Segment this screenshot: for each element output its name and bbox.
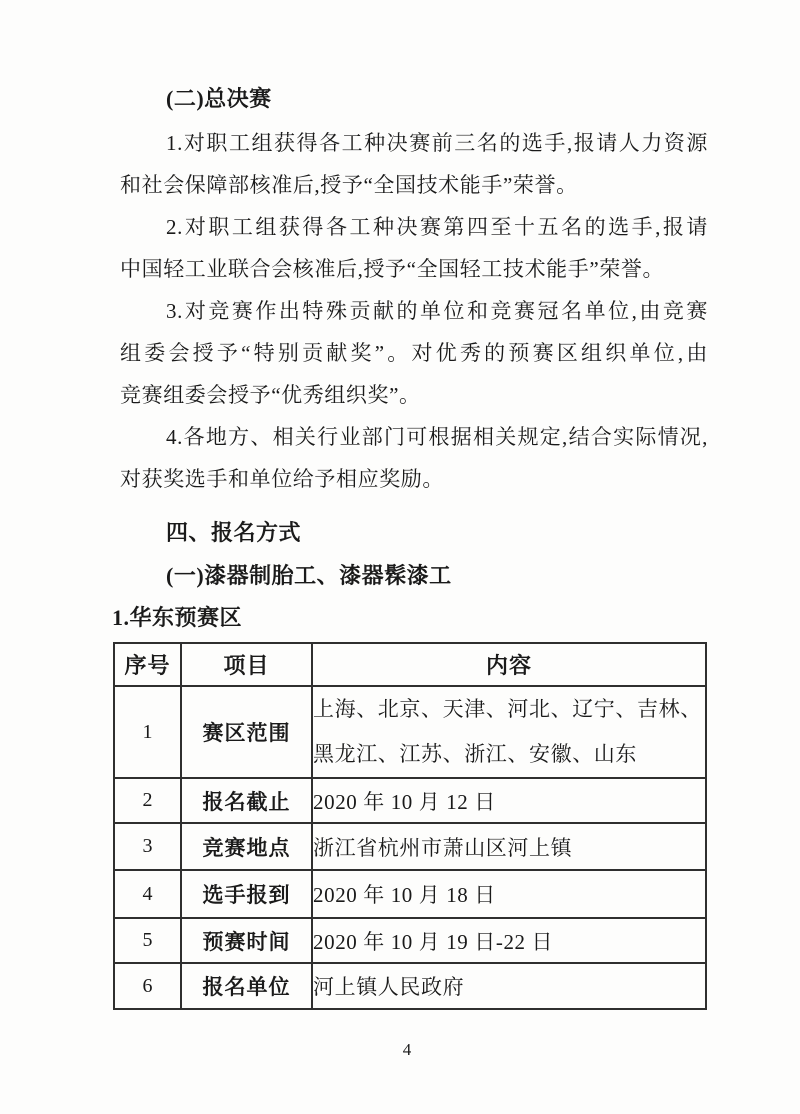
content-cell: 2020 年 10 月 12 日 (312, 778, 706, 823)
table-header-item: 项目 (181, 643, 312, 686)
paragraph-line: 组委会授予“特别贡献奖”。对优秀的预赛区组织单位,由 (120, 341, 708, 365)
content-cell: 浙江省杭州市萧山区河上镇 (312, 823, 706, 870)
paragraph-line: 中国轻工业联合会核准后,授予“全国轻工技术能手”荣誉。 (120, 257, 665, 281)
paragraph-line: 和社会保障部核准后,授予“全国技术能手”荣誉。 (120, 173, 578, 197)
serial-cell: 5 (114, 918, 181, 963)
content-cell: 2020 年 10 月 18 日 (312, 870, 706, 918)
content-cell: 2020 年 10 月 19 日-22 日 (312, 918, 706, 963)
table-row (114, 686, 706, 778)
paragraph-special-contribution (120, 290, 708, 416)
item-cell: 报名截止 (181, 778, 312, 823)
serial-cell: 2 (114, 778, 181, 823)
serial-cell: 4 (114, 870, 181, 918)
item-cell: 报名单位 (181, 963, 312, 1009)
content-cell (312, 686, 706, 778)
table-row (114, 918, 706, 963)
table-row (114, 778, 706, 823)
item-cell: 竞赛地点 (181, 823, 312, 870)
item-cell: 赛区范围 (181, 686, 312, 778)
paragraph-award-4to15 (120, 206, 708, 290)
table-row (114, 870, 706, 918)
paragraph-local-rewards (120, 416, 708, 500)
paragraph-award-top3 (120, 122, 708, 206)
paragraph-line: 1.对职工组获得各工种决赛前三名的选手,报请人力资源 (166, 131, 708, 155)
paragraph-line: 3.对竞赛作出特殊贡献的单位和竞赛冠名单位,由竞赛 (166, 299, 708, 323)
paragraph-line: 4.各地方、相关行业部门可根据相关规定,结合实际情况, (166, 425, 708, 449)
content-cell: 河上镇人民政府 (312, 963, 706, 1009)
page-number: 4 (402, 1040, 412, 1059)
table-row (114, 963, 706, 1009)
table-header-serial: 序号 (114, 643, 181, 686)
item-cell: 选手报到 (181, 870, 312, 918)
serial-cell: 3 (114, 823, 181, 870)
heading-final-round: (二)总决赛 (166, 86, 272, 111)
item-cell: 预赛时间 (181, 918, 312, 963)
heading-lacquer-trades: (一)漆器制胎工、漆器髹漆工 (166, 563, 452, 588)
paragraph-line: 2.对职工组获得各工种决赛第四至十五名的选手,报请 (166, 215, 708, 239)
content-line: 上海、北京、天津、河北、辽宁、吉林、 (313, 697, 702, 721)
paragraph-line: 对获奖选手和单位给予相应奖励。 (120, 467, 444, 491)
table-header-content: 内容 (312, 643, 706, 686)
table-header-row (114, 643, 706, 686)
paragraph-line: 竞赛组委会授予“优秀组织奖”。 (120, 383, 421, 407)
table-row (114, 823, 706, 870)
content-line: 黑龙江、江苏、浙江、安徽、山东 (313, 742, 637, 766)
heading-east-china-region: 1.华东预赛区 (112, 605, 243, 630)
registration-table (113, 642, 707, 1010)
heading-signup-method: 四、报名方式 (166, 520, 302, 545)
serial-cell: 1 (114, 686, 181, 778)
serial-cell: 6 (114, 963, 181, 1009)
